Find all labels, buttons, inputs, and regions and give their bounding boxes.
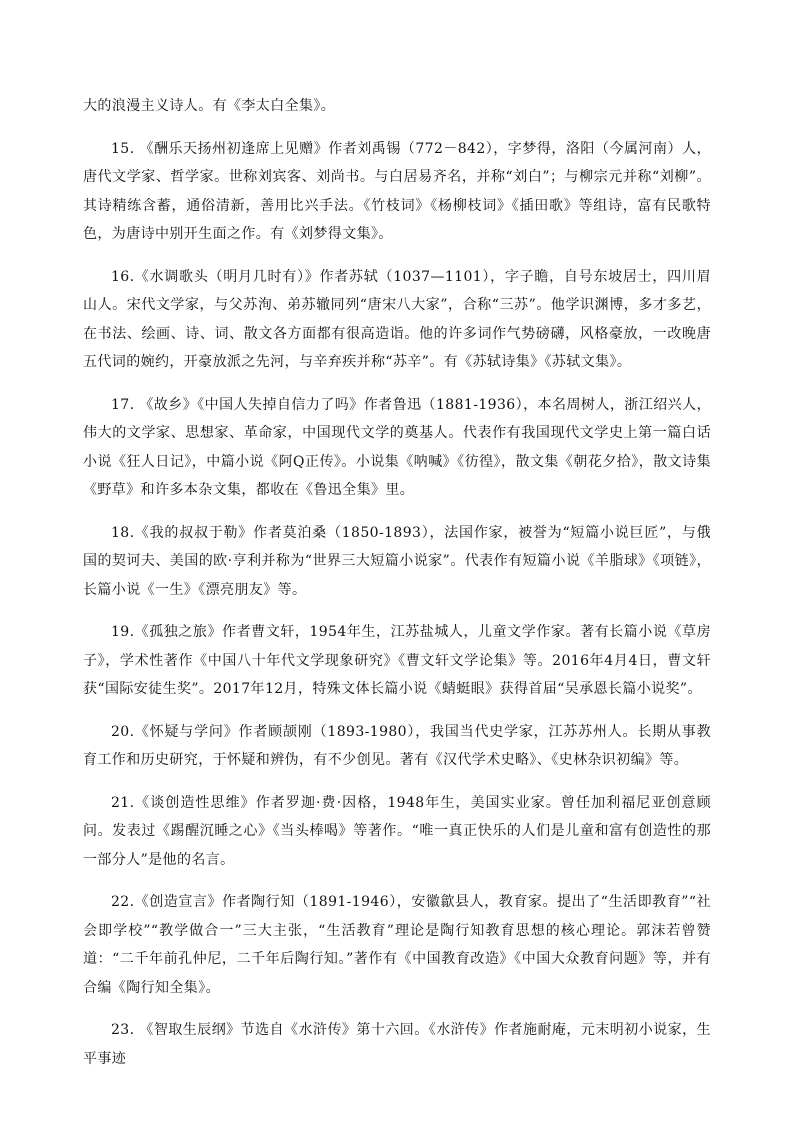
paragraph-item-16: 16.《水调歌头（明月几时有）》作者苏轼（1037—1101），字子瞻，自号东坡居士，四川眉山人。宋代文学家，与父苏洵、弟苏辙同列“唐宋八大家”，合称“三苏”。他学识渊博，多才多艺，在书法、绘画、诗、词、散文各方面都有很高造诣。他的许多词作气势磅礴，风格豪放，一改晚唐五代词的婉约，开豪放派之先河，与辛弃疾并称“苏辛”。有《苏轼诗集》《苏轼文集》。: [83, 268, 711, 370]
paragraph-item-17: 17. 《故乡》《中国人失掉自信力了吗》作者鲁迅（1881-1936），本名周树人，浙江绍兴人，伟大的文学家、思想家、革命家，中国现代文学的奠基人。代表作有我国现代文学史上第一篇白话小说《狂人日记》，中篇小说《阿Q正传》。小说集《呐喊》《彷徨》，散文集《朝花夕拾》，散文诗集《野草》和许多本杂文集，都收在《鲁迅全集》里。: [83, 396, 711, 498]
paragraph-item-21: 21.《谈创造性思维》作者罗迦·费·因格，1948年生，美国实业家。曾任加利福尼亚创意顾问。发表过《踢醒沉睡之心》《当头棒喝》等著作。“唯一真正快乐的人们是儿童和富有创造性的那一部分人”是他的名言。: [83, 794, 711, 868]
paragraph-li-bai-ending: 大的浪漫主义诗人。有《李太白全集》。: [83, 98, 336, 114]
paragraph-item-20: 20.《怀疑与学问》作者顾颉刚（1893-1980），我国当代史学家，江苏苏州人。长期从事教育工作和历史研究，于怀疑和辨伪，有不少创见。著有《汉代学术史略》、《史林杂识初编》等。: [83, 723, 711, 768]
paragraph-item-23: 23. 《智取生辰纲》节选自《水浒传》第十六回。《水浒传》作者施耐庵，元末明初小说家，生平事迹: [83, 1022, 711, 1067]
paragraph-item-15: 15. 《酬乐天扬州初逢席上见赠》作者刘禹锡（772－842），字梦得，洛阳（今属河南）人，唐代文学家、哲学家。世称刘宾客、刘尚书。与白居易齐名，并称“刘白”；与柳宗元并称“刘柳”。其诗精练含蓄，通俗清新，善用比兴手法。《竹枝词》《杨柳枝词》《插田歌》等组诗，富有民歌特色，为唐诗中别开生面之作。有《刘梦得文集》。: [83, 140, 711, 242]
document-body: [83, 92, 711, 1087]
paragraph-item-19: 19.《孤独之旅》作者曹文轩，1954年生，江苏盐城人，儿童文学作家。著有长篇小说《草房子》，学术性著作《中国八十年代文学现象研究》《曹文轩文学论集》等。2016年4月4日，曹文轩获“国际安徒生奖”。2017年12月，特殊文体长篇小说《蜻蜓眼》获得首届“吴承恩长篇小说奖”。: [83, 624, 711, 697]
paragraph-item-18: 18.《我的叔叔于勒》作者莫泊桑（1850-1893），法国作家，被誉为“短篇小说巨匠”，与俄国的契诃夫、美国的欧·亨利并称为“世界三大短篇小说家”。代表作有短篇小说《羊脂球》《项链》，长篇小说《一生》《漂亮朋友》等。: [83, 524, 711, 598]
paragraph-item-22: 22.《创造宣言》作者陶行知（1891-1946），安徽歙县人，教育家。提出了“生活即教育”“社会即学校”“教学做合一”三大主张，“生活教育”理论是陶行知教育思想的核心理论。郭沫若曾赞道：“二千年前孔仲尼，二千年后陶行知。”著作有《中国教育改造》《中国大众教育问题》等，并有合编《陶行知全集》。: [83, 894, 711, 996]
